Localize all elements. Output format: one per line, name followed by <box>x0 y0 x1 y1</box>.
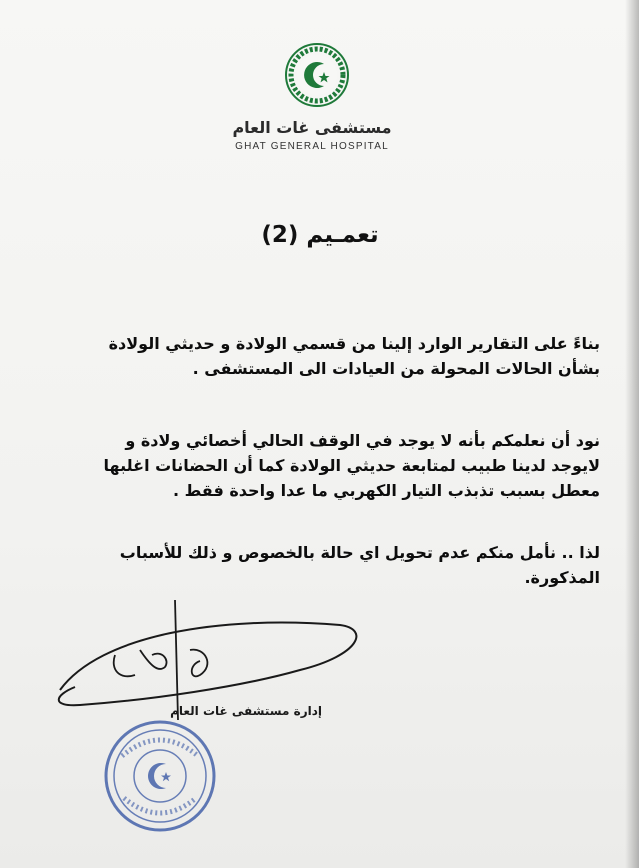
paragraph-line: لذا .. نأمل منكم عدم تحويل اي حالة بالخصوص و ذلك للأسباب <box>119 543 600 562</box>
paragraph-reports <box>60 331 600 381</box>
signature-label: إدارة مستشفى غات العام <box>170 704 322 718</box>
paragraph-line: بناءً على التقارير الوارد إلينا من قسمي الولادة و حديثي الولادة <box>108 334 600 353</box>
paragraph-line: لايوجد لدينا طبيب لمتابعة حديثي الولادة كما أن الحضانات اغلبها <box>103 456 600 475</box>
hospital-name-arabic: مستشفى غات العام <box>232 118 392 137</box>
hospital-name-english: GHAT GENERAL HOSPITAL <box>235 141 389 152</box>
paragraph-notice <box>60 428 600 503</box>
page-edge-shadow <box>625 0 639 868</box>
official-stamp-icon <box>100 716 220 836</box>
paragraph-line: بشأن الحالات المحولة من العيادات الى المستشفى . <box>192 359 600 378</box>
paragraph-line: المذكورة. <box>524 568 600 587</box>
hospital-logo-icon <box>284 42 350 108</box>
paragraph-line: نود أن نعلمكم بأنه لا يوجد في الوقف الحالي أخصائي ولادة و <box>125 431 600 450</box>
paragraph-request <box>60 540 600 590</box>
circular-title: تعمـيم (2) <box>261 222 379 248</box>
paragraph-line: معطل بسبب تذبذب التيار الكهربي ما عدا واحدة فقط . <box>173 481 600 500</box>
